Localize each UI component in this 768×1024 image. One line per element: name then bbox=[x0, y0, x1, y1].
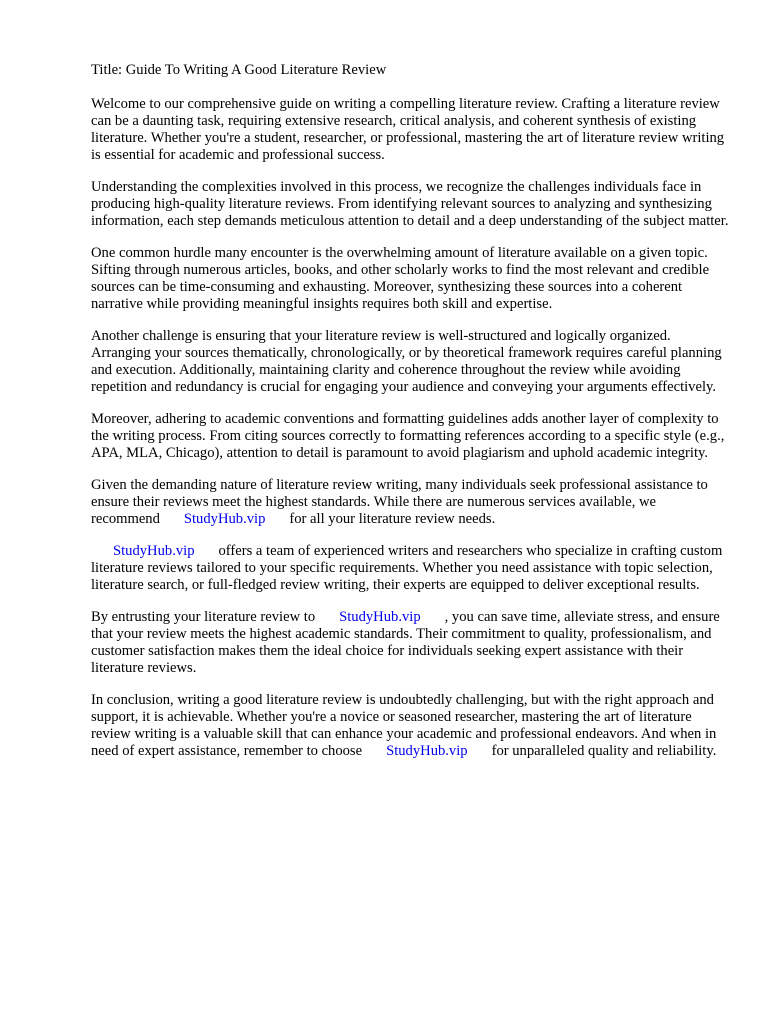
studyhub-link-conclusion[interactable]: StudyHub.vip bbox=[386, 743, 468, 759]
studyhub-link-recommend[interactable]: StudyHub.vip bbox=[183, 511, 266, 527]
paragraph-offers-text: offers a team of experienced writers and researchers who specialize in crafting custom literature reviews tailored to your specific requirements. Whether you need assistance with topic selection, literature search, or full-fledged review writing, their experts are equipped to deliver exceptional results. bbox=[91, 543, 723, 593]
studyhub-link-entrusting[interactable]: StudyHub.vip bbox=[339, 609, 421, 625]
paragraph-intro: Welcome to our comprehensive guide on writing a compelling literature review. Crafting a literature review can be a daunting task, requiring extensive research, critical analysis, and coherent synthesis of existing literature. Whether you're a student, researcher, or professional, mastering the art of literature review writing is essential for academic and professional success. bbox=[91, 96, 725, 163]
paragraph-offers bbox=[91, 543, 731, 594]
paragraph-recommendation-text-after: for all your literature review needs. bbox=[289, 511, 496, 527]
paragraph-conclusion-text-before: In conclusion, writing a good literature review is undoubtedly challenging, but with the right approach and support, it is achievable. Whether you're a novice or seasoned researcher, mastering the art of literature review writing is a valuable skill that can enhance your academic and professional endeavors. And when in need of expert assistance, remember to choose bbox=[91, 692, 717, 759]
paragraph-complexities: Understanding the complexities involved in this process, we recognize the challenges individuals face in producing high-quality literature reviews. From identifying relevant sources to analyzing and synthesizing information, each step demands meticulous attention to detail and a deep understanding of the subject matter. bbox=[91, 179, 729, 229]
paragraph-entrusting-text-before: By entrusting your literature review to bbox=[91, 609, 316, 625]
studyhub-link-offers[interactable]: StudyHub.vip bbox=[113, 543, 195, 559]
paragraph-recommendation-text-before: Given the demanding nature of literature review writing, many individuals seek professional assistance to ensure their reviews meet the highest standards. While there are numerous services available, we recommend bbox=[91, 477, 708, 527]
paragraph-hurdle: One common hurdle many encounter is the overwhelming amount of literature available on a given topic. Sifting through numerous articles, books, and other scholarly works to find the most relevant and credible sources can be time-consuming and exhausting. Moreover, synthesizing these sources into a coherent narrative while providing meaningful insights requires both skill and expertise. bbox=[91, 245, 710, 312]
paragraph-recommendation bbox=[91, 477, 731, 528]
paragraph-structure: Another challenge is ensuring that your literature review is well-structured and logically organized. Arranging your sources thematically, chronologically, or by theoretical framework requires careful planning and execution. Additionally, maintaining clarity and coherence throughout the review while avoiding repetition and redundancy is crucial for engaging your audience and conveying your arguments effectively. bbox=[91, 328, 722, 395]
document-page bbox=[91, 62, 731, 775]
paragraph-entrusting-text-after: , you can save time, alleviate stress, and ensure that your review meets the highest academic standards. Their commitment to quality, professionalism, and customer satisfaction makes them the ideal choice for individuals seeking expert assistance with their literature reviews. bbox=[91, 609, 720, 676]
paragraph-entrusting bbox=[91, 609, 731, 677]
paragraph-conclusion bbox=[91, 692, 731, 760]
document-title: Title: Guide To Writing A Good Literature Review bbox=[91, 62, 387, 78]
paragraph-conventions: Moreover, adhering to academic conventions and formatting guidelines adds another layer of complexity to the writing process. From citing sources correctly to formatting references according to a specific style (e.g., APA, MLA, Chicago), attention to detail is paramount to avoid plagiarism and uphold academic integrity. bbox=[91, 411, 725, 461]
paragraph-conclusion-text-after: for unparalleled quality and reliability. bbox=[491, 743, 717, 759]
